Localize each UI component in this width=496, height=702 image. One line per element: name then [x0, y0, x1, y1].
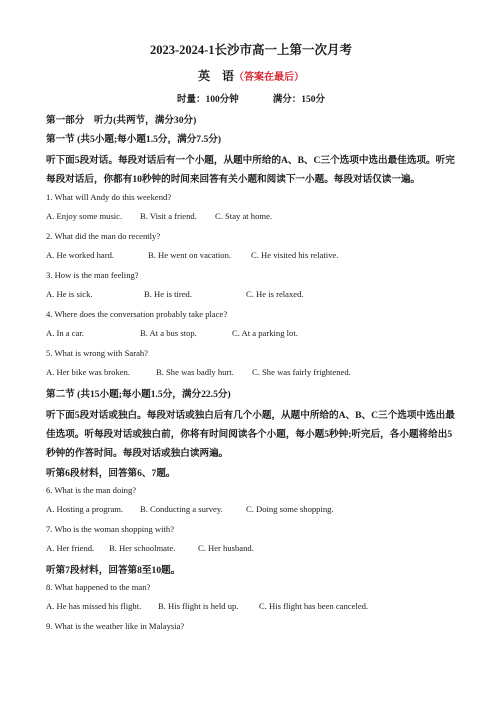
option-b: B. Her schoolmate.	[109, 543, 176, 553]
exam-time: 时量：100分钟	[176, 95, 239, 105]
question-options	[46, 250, 456, 261]
section2-instructions: 听下面5段对话或独白。每段对话或独白后有几个小题，从题中所给的A、B、C三个选项中选出最佳选项。听每段对话或独白前，你将有时间阅读各个小题，每小题5秒钟;听完后，各小题将给出5秒钟的作答时间。每段对话或独白读两遍。	[46, 410, 455, 459]
question-options	[46, 367, 456, 378]
option-c: C. Stay at home.	[215, 211, 273, 221]
exam-meta	[46, 94, 456, 107]
question-stem: 1. What will Andy do this weekend?	[46, 192, 172, 202]
option-a: A. He has missed his flight.	[46, 601, 142, 611]
subject-line	[46, 68, 456, 86]
question-stem: 5. What is wrong with Sarah?	[46, 348, 148, 358]
question-stem: 3. How is the man feeling?	[46, 270, 139, 280]
group7-heading: 听第7段材料，回答第8至10题。	[46, 565, 181, 576]
question-stem: 8. What happened to the man?	[46, 582, 151, 592]
option-b: B. At a bus stop.	[140, 328, 197, 338]
option-a: A. He worked hard.	[46, 250, 115, 260]
option-b: B. Visit a friend.	[140, 211, 197, 221]
exam-title: 2023-2024-1长沙市高一上第一次月考	[149, 43, 353, 57]
question-stem: 9. What is the weather like in Malaysia?	[46, 621, 185, 631]
question-options	[46, 289, 456, 300]
option-a: A. In a car.	[46, 328, 84, 338]
answer-note: （答案在最后）	[234, 72, 304, 83]
part1-heading: 第一部分 听力(共两节，满分30分)	[46, 115, 197, 126]
option-b: B. He went on vacation.	[148, 250, 232, 260]
question-options	[46, 504, 456, 515]
option-c: C. He visited his relative.	[251, 250, 339, 260]
option-a: A. Her bike was broken.	[46, 367, 131, 377]
question-stem: 2. What did the man do recently?	[46, 231, 161, 241]
question-options	[46, 601, 456, 612]
question-options	[46, 328, 456, 339]
option-c: C. Doing some shopping.	[246, 504, 334, 514]
exam-score: 满分：150分	[272, 95, 326, 105]
section2-heading: 第二节 (共15小题;每小题1.5分，满分22.5分)	[46, 389, 231, 400]
option-c: C. He is relaxed.	[246, 289, 304, 299]
question-stem: 4. Where does the conversation probably take place?	[46, 309, 228, 319]
option-b: B. Conducting a survey.	[140, 504, 223, 514]
option-b: B. She was badly hurt.	[156, 367, 234, 377]
section1-heading: 第一节 (共5小题;每小题1.5分，满分7.5分)	[46, 134, 222, 145]
question-stem: 6. What is the man doing?	[46, 485, 137, 495]
option-c: C. She was fairly frightened.	[252, 367, 351, 377]
option-a: A. Enjoy some music.	[46, 211, 123, 221]
option-c: C. At a parking lot.	[232, 328, 298, 338]
option-a: A. Her friend.	[46, 543, 95, 553]
section1-instructions: 听下面5段对话。每段对话后有一个小题，从题中所给的A、B、C三个选项中选出最佳选项。听完每段对话后，你都有10秒钟的时间来回答有关小题和阅读下一小题。每段对话仅读一遍。	[46, 155, 455, 185]
option-c: C. His flight has been canceled.	[259, 601, 369, 611]
option-a: A. He is sick.	[46, 289, 93, 299]
option-b: B. His flight is held up.	[158, 601, 239, 611]
question-stem: 7. Who is the woman shopping with?	[46, 524, 175, 534]
option-b: B. He is tired.	[144, 289, 192, 299]
question-options	[46, 211, 456, 222]
option-a: A. Hosting a program.	[46, 504, 124, 514]
group6-heading: 听第6段材料，回答第6、7题。	[46, 468, 176, 479]
option-c: C. Her husband.	[198, 543, 254, 553]
subject-name: 英 语	[197, 69, 234, 83]
question-options	[46, 543, 456, 554]
